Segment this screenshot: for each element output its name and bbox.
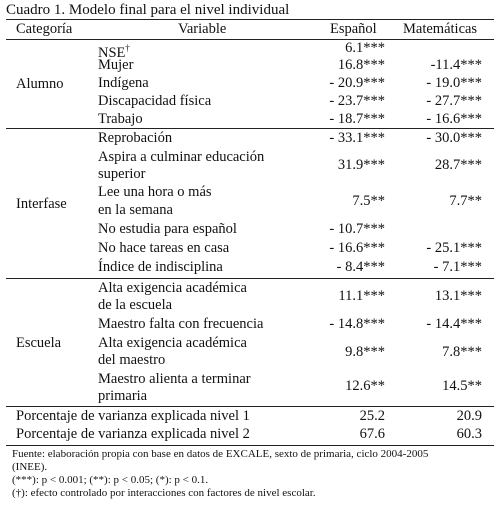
value-matematicas: 14.5** xyxy=(442,378,482,394)
row-variable-cont: de la escuela xyxy=(98,297,173,313)
header-matematicas: Matemáticas xyxy=(403,21,478,37)
row-variable: Maestro falta con frecuencia xyxy=(98,316,264,332)
value-matematicas: 28.7*** xyxy=(434,157,482,173)
value-espanol: 9.8*** xyxy=(345,344,385,360)
source-note-cont: (INEE). xyxy=(12,461,48,473)
value-espanol: - 33.1*** xyxy=(329,130,385,146)
value-espanol: 6.1*** xyxy=(345,40,385,56)
value-espanol: 31.9*** xyxy=(337,157,385,173)
row-variable: Mujer xyxy=(98,57,134,73)
value-matematicas: - 14.4*** xyxy=(426,316,482,332)
varianza-label: Porcentaje de varianza explicada nivel 1 xyxy=(16,408,250,424)
row-variable: No hace tareas en casa xyxy=(98,240,230,256)
row-variable: Alta exigencia académica xyxy=(98,335,247,351)
table-caption: Cuadro 1. Modelo final para el nivel individual xyxy=(6,2,290,18)
value-matematicas: 7.7** xyxy=(449,193,482,209)
value-matematicas: - 30.0*** xyxy=(426,130,482,146)
category-escuela: Escuela xyxy=(16,335,62,351)
row-variable: Trabajo xyxy=(98,111,143,127)
value-espanol: - 16.6*** xyxy=(329,240,385,256)
source-note: Fuente: elaboración propia con base en datos de EXCALE, sexto de primaria, ciclo 2004-2005 xyxy=(12,448,429,460)
header-variable: Variable xyxy=(178,21,227,37)
category-interfase: Interfase xyxy=(16,196,67,212)
row-variable: Indígena xyxy=(98,75,149,91)
row-variable: Lee una hora o más xyxy=(98,184,212,200)
varianza-matematicas: 20.9 xyxy=(456,408,482,424)
value-espanol: - 18.7*** xyxy=(329,111,385,127)
header-espanol: Español xyxy=(330,21,377,37)
row-variable: Índice de indisciplina xyxy=(98,259,223,275)
value-matematicas: - 7.1*** xyxy=(433,259,482,275)
value-matematicas: - 27.7*** xyxy=(426,93,482,109)
group-rule xyxy=(6,128,494,129)
header-categoria: Categoría xyxy=(16,21,73,37)
row-variable-cont: en la semana xyxy=(98,202,173,218)
value-espanol: 12.6** xyxy=(345,378,385,394)
value-matematicas: - 16.6*** xyxy=(426,111,482,127)
row-variable: Aspira a culminar educación xyxy=(98,149,265,165)
row-variable-cont: primaria xyxy=(98,388,148,404)
value-matematicas: -11.4*** xyxy=(430,57,482,73)
bottom-rule xyxy=(6,445,494,446)
value-matematicas: 7.8*** xyxy=(442,344,482,360)
row-variable-cont: del maestro xyxy=(98,352,166,368)
varianza-matematicas: 60.3 xyxy=(456,426,482,442)
value-espanol: - 10.7*** xyxy=(329,221,385,237)
varianza-espanol: 25.2 xyxy=(359,408,385,424)
row-variable: Reprobación xyxy=(98,130,173,146)
value-espanol: 7.5** xyxy=(352,193,385,209)
value-matematicas: 13.1*** xyxy=(434,288,482,304)
dagger-note: (†): efecto controlado por interacciones con factores de nivel escolar. xyxy=(12,487,316,499)
significance-note: (***): p < 0.001; (**): p < 0.05; (*): p < 0.1. xyxy=(12,474,209,486)
value-espanol: 11.1*** xyxy=(338,288,385,304)
group-rule xyxy=(6,278,494,279)
row-variable: Maestro alienta a terminar xyxy=(98,371,251,387)
varianza-label: Porcentaje de varianza explicada nivel 2 xyxy=(16,426,250,442)
row-variable-cont: superior xyxy=(98,166,146,182)
header-rule xyxy=(6,39,494,40)
value-matematicas: - 25.1*** xyxy=(426,240,482,256)
row-variable: No estudia para español xyxy=(98,221,237,237)
category-alumno: Alumno xyxy=(16,76,64,92)
value-espanol: - 20.9*** xyxy=(329,75,385,91)
row-variable: Discapacidad física xyxy=(98,93,212,109)
value-matematicas: - 19.0*** xyxy=(426,75,482,91)
value-espanol: - 8.4*** xyxy=(336,259,385,275)
top-rule xyxy=(6,19,494,20)
value-espanol: - 23.7*** xyxy=(329,93,385,109)
value-espanol: 16.8*** xyxy=(337,57,385,73)
row-variable: NSE† xyxy=(98,43,130,61)
row-variable: Alta exigencia académica xyxy=(98,280,247,296)
group-rule xyxy=(6,406,494,407)
value-espanol: - 14.8*** xyxy=(329,316,385,332)
varianza-espanol: 67.6 xyxy=(359,426,385,442)
